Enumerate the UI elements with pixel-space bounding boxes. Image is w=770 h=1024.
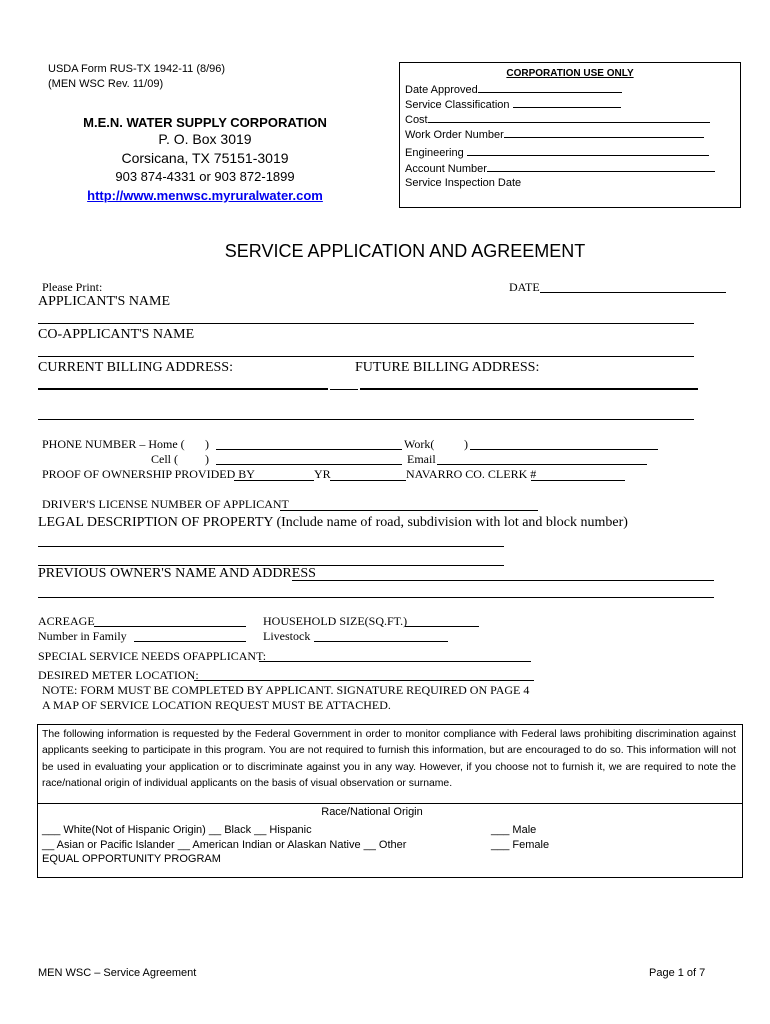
desired-meter-label: DESIRED METER LOCATION: <box>38 668 199 682</box>
email-label: Email <box>407 452 436 466</box>
proof-ownership-label: PROOF OF OWNERSHIP PROVIDED BY <box>42 467 255 481</box>
account-number-label: Account Number <box>405 163 487 175</box>
special-service-line[interactable] <box>259 661 531 662</box>
number-in-family-line[interactable] <box>134 641 246 642</box>
acreage-line[interactable] <box>94 626 246 627</box>
special-service-label: SPECIAL SERVICE NEEDS OFAPPLICANT: <box>38 649 267 663</box>
current-billing-label: CURRENT BILLING ADDRESS: <box>38 360 233 375</box>
legal-description-label: LEGAL DESCRIPTION OF PROPERTY (Include name of road, subdivision with lot and block number) <box>38 515 628 530</box>
race-heading: Race/National Origin <box>321 806 423 818</box>
date-approved-label: Date Approved <box>405 84 478 96</box>
co-applicant-name-line[interactable] <box>38 356 694 357</box>
form-id: USDA Form RUS-TX 1942-11 (8/96) <box>48 63 226 75</box>
billing-line-gap <box>330 389 358 390</box>
livestock-line[interactable] <box>314 641 448 642</box>
page-number: Page 1 of 7 <box>649 967 706 979</box>
previous-owner-label: PREVIOUS OWNER'S NAME AND ADDRESS <box>38 566 316 581</box>
corp-box-title: CORPORATION USE ONLY <box>506 68 634 79</box>
yr-line[interactable] <box>330 480 406 481</box>
phone-home-line[interactable] <box>216 449 402 450</box>
desired-meter-line[interactable] <box>194 680 534 681</box>
drivers-license-label: DRIVER'S LICENSE NUMBER OF APPLICANT <box>42 497 289 511</box>
navarro-clerk-label: NAVARRO CO. CLERK # <box>406 467 537 481</box>
applicant-name-line[interactable] <box>38 323 694 324</box>
work-phone-label: Work( <box>404 437 435 451</box>
work-order-label: Work Order Number <box>405 129 504 141</box>
phone-home-label: PHONE NUMBER – Home ( <box>42 437 185 451</box>
future-billing-line[interactable] <box>360 388 698 390</box>
city-state-zip: Corsicana, TX 75151-3019 <box>121 150 289 166</box>
cell-phone-close: ) <box>205 452 209 466</box>
cost-field[interactable] <box>405 112 710 126</box>
federal-notice-text: The following information is requested by the Federal Government in order to monitor compliance with Federal laws prohibiting discrimination against applicants seeking to participate in this program. You are not required to furnish this information, but are encouraged to do so. This information will not be used in evaluating your application or to discriminate against you in any way. However, if you choose not to furnish it, we are required to note the race/national origin of individual applicants on the basis of visual observation or surname. <box>42 729 736 790</box>
email-line[interactable] <box>437 464 647 465</box>
inspection-date-label: Service Inspection Date <box>405 177 522 189</box>
navarro-clerk-line[interactable] <box>531 480 625 481</box>
date-approved-field[interactable] <box>405 82 622 96</box>
drivers-license-line[interactable] <box>280 510 538 511</box>
equal-opportunity-label: EQUAL OPPORTUNITY PROGRAM <box>42 853 221 865</box>
gender-male[interactable]: ___ Male <box>491 824 537 836</box>
phone-home-close: ) <box>205 437 209 451</box>
cell-phone-label: Cell ( <box>151 452 178 466</box>
engineering-label: Engineering <box>405 147 464 159</box>
footer-title: MEN WSC – Service Agreement <box>38 967 197 979</box>
acreage-label: ACREAGE <box>38 614 95 628</box>
cost-label: Cost <box>405 114 428 126</box>
race-options-1[interactable]: ___ White(Not of Hispanic Origin) __ Black __ Hispanic <box>42 824 312 836</box>
company-name: M.E.N. WATER SUPPLY CORPORATION <box>83 115 327 130</box>
future-billing-label: FUTURE BILLING ADDRESS: <box>355 360 540 375</box>
service-classification-field[interactable] <box>405 97 621 111</box>
work-phone-line[interactable] <box>470 449 658 450</box>
page-title: SERVICE APPLICATION AND AGREEMENT <box>224 241 586 261</box>
livestock-label: Livestock <box>263 629 311 643</box>
po-box: P. O. Box 3019 <box>158 131 252 147</box>
previous-owner-line[interactable] <box>292 580 714 581</box>
form-revision: (MEN WSC Rev. 11/09) <box>48 78 164 90</box>
applicant-name-label: APPLICANT'S NAME <box>38 294 171 309</box>
household-size-line[interactable] <box>405 626 479 627</box>
previous-owner-line-2[interactable] <box>38 597 714 598</box>
current-billing-line[interactable] <box>38 388 328 390</box>
service-classification-label: Service Classification <box>405 99 510 111</box>
proof-ownership-line[interactable] <box>234 480 314 481</box>
date-line[interactable] <box>540 292 726 293</box>
race-options-2[interactable]: __ Asian or Pacific Islander __ American Indian or Alaskan Native __ Other <box>42 839 407 851</box>
yr-label: YR <box>314 467 331 481</box>
cell-phone-line[interactable] <box>216 464 402 465</box>
phone-numbers: 903 874-4331 or 903 872-1899 <box>115 169 295 184</box>
note-map: A MAP OF SERVICE LOCATION REQUEST MUST BE ATTACHED. <box>42 698 391 712</box>
account-number-field[interactable] <box>405 161 715 175</box>
work-order-field[interactable] <box>405 127 704 141</box>
number-in-family-label: Number in Family <box>38 629 127 643</box>
billing-address-line-2[interactable] <box>38 419 694 420</box>
gender-female[interactable]: ___ Female <box>491 839 550 851</box>
website-link[interactable]: http://www.menwsc.myruralwater.com <box>87 188 323 203</box>
engineering-field[interactable] <box>405 145 709 159</box>
note-signature: NOTE: FORM MUST BE COMPLETED BY APPLICANT. SIGNATURE REQUIRED ON PAGE 4 <box>42 683 530 697</box>
date-label: DATE <box>509 280 540 294</box>
co-applicant-name-label: CO-APPLICANT'S NAME <box>38 327 195 342</box>
legal-description-line-1[interactable] <box>38 546 504 547</box>
please-print-label: Please Print: <box>42 280 103 294</box>
work-phone-close: ) <box>464 437 468 451</box>
household-size-label: HOUSEHOLD SIZE(SQ.FT.) <box>263 614 408 628</box>
